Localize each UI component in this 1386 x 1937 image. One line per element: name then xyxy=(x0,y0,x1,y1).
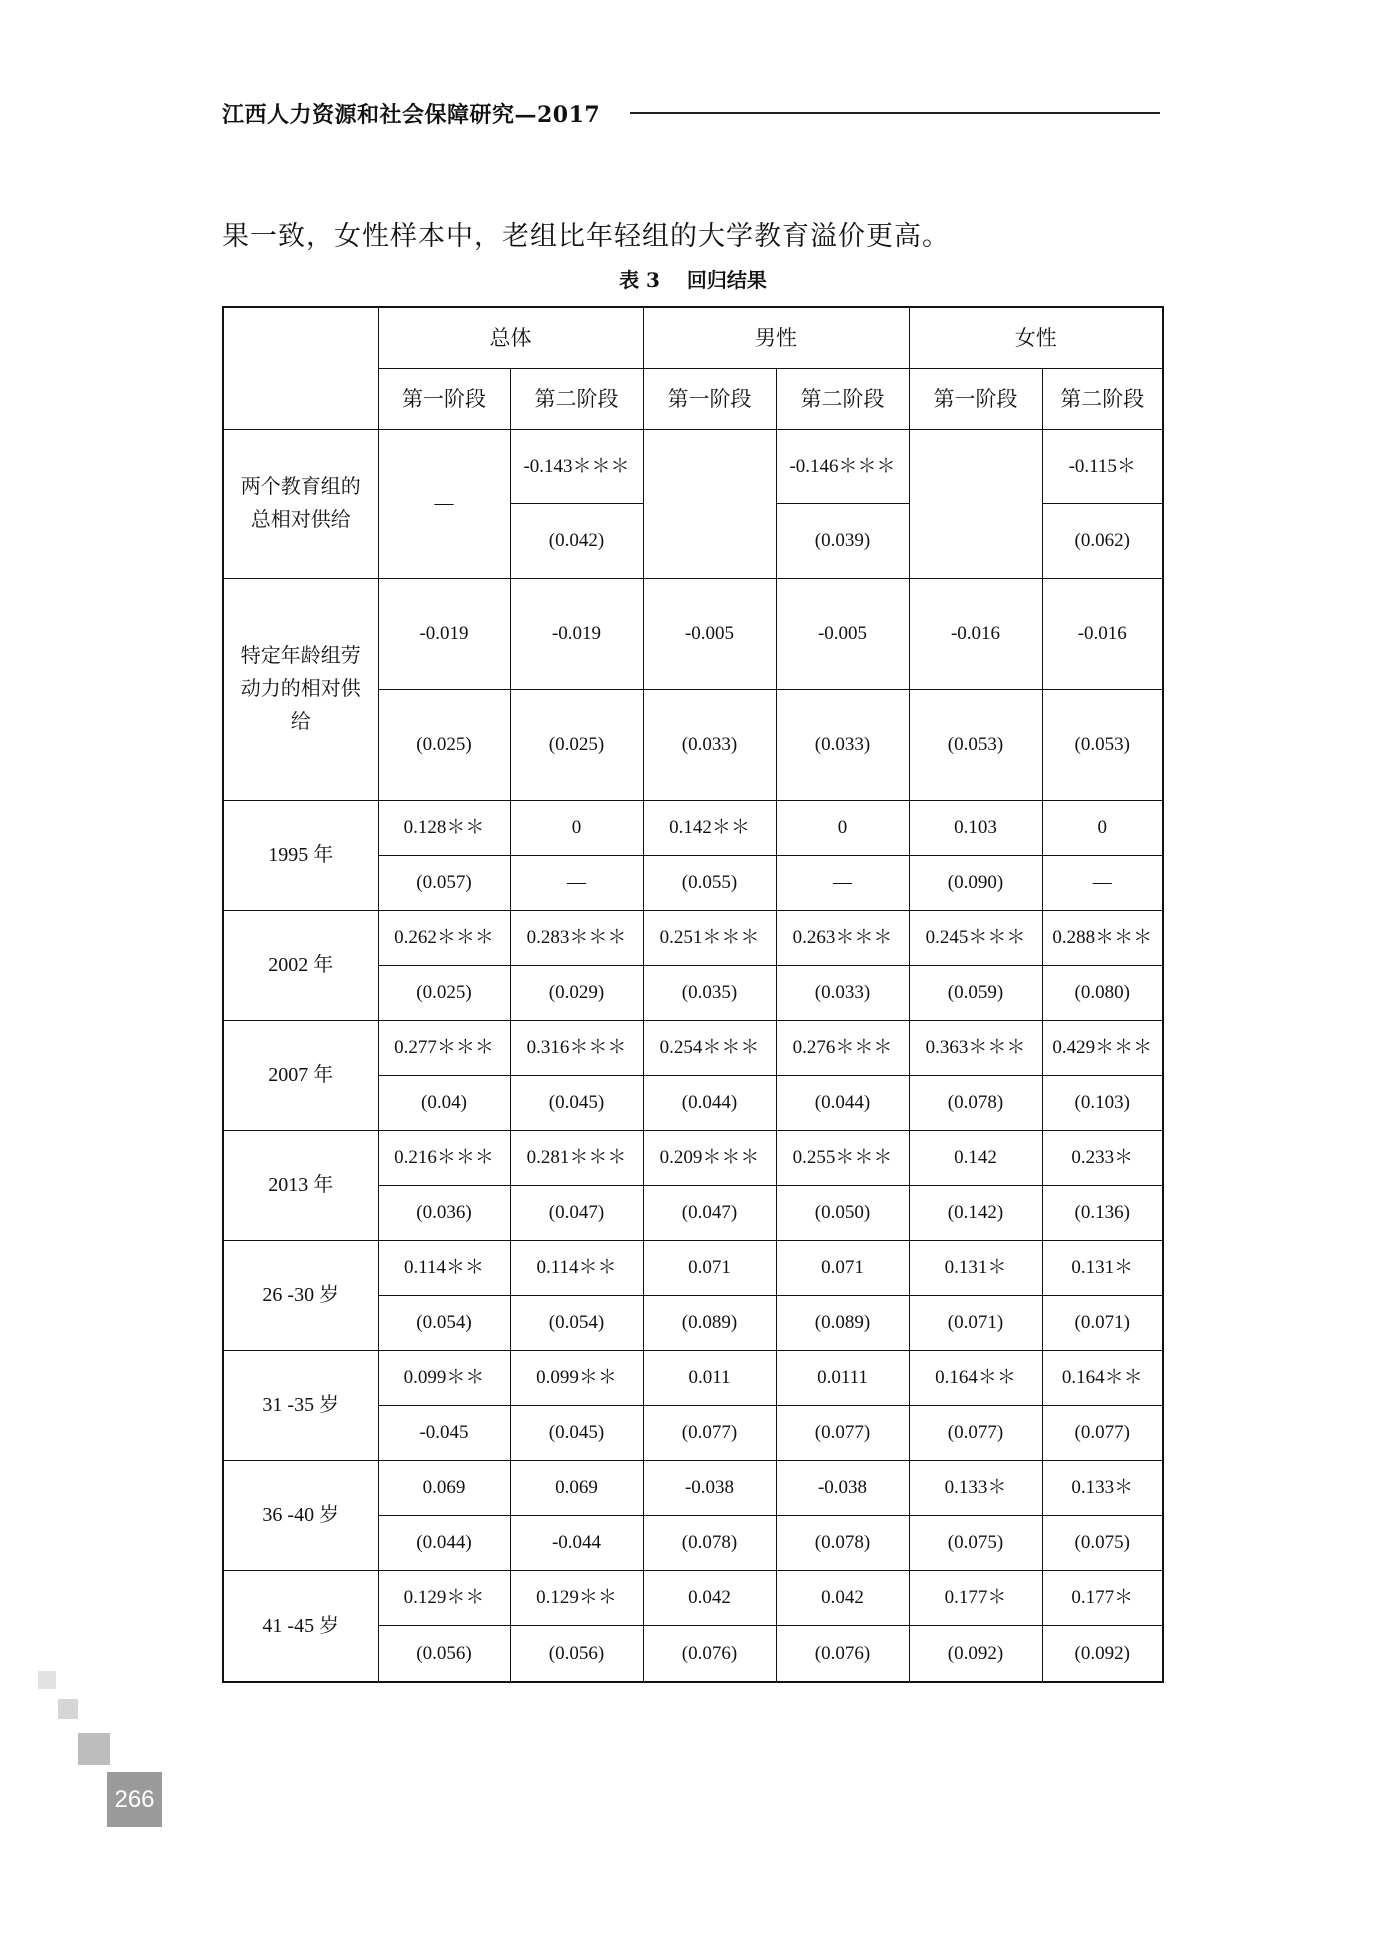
stage-header: 第二阶段 xyxy=(1042,369,1163,430)
body-paragraph: 果一致，女性样本中，老组比年轻组的大学教育溢价更高。 xyxy=(222,221,950,252)
empty-cell xyxy=(909,429,1042,503)
se-cell: (0.04) xyxy=(378,1076,510,1131)
table-row-coef xyxy=(223,1241,1163,1296)
coef-cell: 0.133＊ xyxy=(1042,1461,1163,1516)
coef-cell: 0 xyxy=(510,800,643,855)
se-cell: (0.036) xyxy=(378,1186,510,1241)
coef-cell: 0.071 xyxy=(776,1241,909,1296)
coef-cell: -0.016 xyxy=(909,578,1042,689)
se-cell: (0.080) xyxy=(1042,966,1163,1021)
se-cell: (0.047) xyxy=(643,1186,776,1241)
se-cell: (0.055) xyxy=(643,856,776,911)
coef-cell: 0.283＊＊＊ xyxy=(510,911,643,966)
se-cell: (0.033) xyxy=(643,689,776,800)
coef-cell: 0 xyxy=(776,800,909,855)
coef-cell: 0.216＊＊＊ xyxy=(378,1131,510,1186)
coef-cell: -0.005 xyxy=(776,578,909,689)
stage-header: 第二阶段 xyxy=(776,369,909,430)
table-row-coef xyxy=(223,578,1163,689)
coef-cell: 0.128＊＊ xyxy=(378,800,510,855)
coef-cell: 0.316＊＊＊ xyxy=(510,1021,643,1076)
coef-cell: 0.177＊ xyxy=(909,1571,1042,1626)
coef-cell: -0.016 xyxy=(1042,578,1163,689)
se-cell: — xyxy=(510,856,643,911)
stage-header: 第二阶段 xyxy=(510,369,643,430)
se-cell: -0.045 xyxy=(378,1406,510,1461)
coef-cell: -0.143＊＊＊ xyxy=(510,429,643,503)
row-label: 2013 年 xyxy=(223,1131,378,1241)
se-cell: (0.044) xyxy=(643,1076,776,1131)
empty-cell xyxy=(909,504,1042,578)
coef-cell: 0.209＊＊＊ xyxy=(643,1131,776,1186)
se-cell: (0.078) xyxy=(776,1516,909,1571)
se-cell: (0.035) xyxy=(643,966,776,1021)
coef-cell: 0.103 xyxy=(909,800,1042,855)
group-header-total: 总体 xyxy=(378,307,643,369)
coef-cell: 0.042 xyxy=(643,1571,776,1626)
table-corner-cell xyxy=(223,307,378,429)
coef-cell: 0.114＊＊ xyxy=(510,1241,643,1296)
se-cell: (0.025) xyxy=(378,966,510,1021)
se-cell: (0.071) xyxy=(1042,1296,1163,1351)
coef-cell: 0.131＊ xyxy=(909,1241,1042,1296)
coef-cell: 0.099＊＊ xyxy=(510,1351,643,1406)
table-row-coef xyxy=(223,800,1163,855)
se-cell: (0.053) xyxy=(1042,689,1163,800)
se-cell: (0.077) xyxy=(1042,1406,1163,1461)
decor-square xyxy=(58,1699,78,1719)
coef-cell: -0.146＊＊＊ xyxy=(776,429,909,503)
coef-cell: 0.254＊＊＊ xyxy=(643,1021,776,1076)
table-caption: 表 3 回归结果 xyxy=(619,268,767,292)
coef-cell: — xyxy=(378,429,510,578)
empty-cell xyxy=(643,429,776,578)
coef-cell: 0.276＊＊＊ xyxy=(776,1021,909,1076)
se-cell: (0.062) xyxy=(1042,504,1163,578)
se-cell: (0.056) xyxy=(510,1626,643,1682)
row-label: 2007 年 xyxy=(223,1021,378,1131)
coef-cell: 0.042 xyxy=(776,1571,909,1626)
table-row-coef xyxy=(223,1351,1163,1406)
table-row-coef xyxy=(223,1461,1163,1516)
se-cell: — xyxy=(776,856,909,911)
coef-cell: 0.131＊ xyxy=(1042,1241,1163,1296)
coef-cell: 0.164＊＊ xyxy=(1042,1351,1163,1406)
se-cell: (0.076) xyxy=(643,1626,776,1682)
table-row-coef xyxy=(223,1021,1163,1076)
table-row-coef xyxy=(223,429,1163,503)
se-cell: (0.075) xyxy=(1042,1516,1163,1571)
se-cell: (0.039) xyxy=(776,504,909,578)
se-cell: (0.077) xyxy=(643,1406,776,1461)
se-cell: (0.078) xyxy=(643,1516,776,1571)
se-cell: (0.044) xyxy=(378,1516,510,1571)
coef-cell: 0.255＊＊＊ xyxy=(776,1131,909,1186)
stage-header: 第一阶段 xyxy=(643,369,776,430)
decor-square xyxy=(78,1733,110,1765)
se-cell: (0.059) xyxy=(909,966,1042,1021)
se-cell: (0.103) xyxy=(1042,1076,1163,1131)
coef-cell: 0.114＊＊ xyxy=(378,1241,510,1296)
se-cell: (0.077) xyxy=(776,1406,909,1461)
se-cell: (0.025) xyxy=(510,689,643,800)
table-row-coef xyxy=(223,1131,1163,1186)
se-cell: (0.077) xyxy=(909,1406,1042,1461)
se-cell: (0.142) xyxy=(909,1186,1042,1241)
stage-header: 第一阶段 xyxy=(909,369,1042,430)
se-cell: (0.033) xyxy=(776,966,909,1021)
se-cell: (0.078) xyxy=(909,1076,1042,1131)
se-cell: -0.044 xyxy=(510,1516,643,1571)
coef-cell: -0.038 xyxy=(776,1461,909,1516)
table-row-coef xyxy=(223,1571,1163,1626)
coef-cell: 0.177＊ xyxy=(1042,1571,1163,1626)
coef-cell: 0 xyxy=(1042,800,1163,855)
se-cell: (0.092) xyxy=(1042,1626,1163,1682)
coef-cell: 0.233＊ xyxy=(1042,1131,1163,1186)
coef-cell: 0.363＊＊＊ xyxy=(909,1021,1042,1076)
se-cell: (0.042) xyxy=(510,504,643,578)
row-label: 31 -35 岁 xyxy=(223,1351,378,1461)
regression-results-table xyxy=(222,306,1164,1683)
coef-cell: 0.129＊＊ xyxy=(510,1571,643,1626)
coef-cell: 0.011 xyxy=(643,1351,776,1406)
coef-cell: 0.069 xyxy=(378,1461,510,1516)
coef-cell: 0.142 xyxy=(909,1131,1042,1186)
se-cell: (0.090) xyxy=(909,856,1042,911)
se-cell: — xyxy=(1042,856,1163,911)
se-cell: (0.092) xyxy=(909,1626,1042,1682)
se-cell: (0.029) xyxy=(510,966,643,1021)
se-cell: (0.053) xyxy=(909,689,1042,800)
se-cell: (0.056) xyxy=(378,1626,510,1682)
coef-cell: -0.115＊ xyxy=(1042,429,1163,503)
se-cell: (0.050) xyxy=(776,1186,909,1241)
row-label: 36 -40 岁 xyxy=(223,1461,378,1571)
se-cell: (0.075) xyxy=(909,1516,1042,1571)
coef-cell: 0.133＊ xyxy=(909,1461,1042,1516)
coef-cell: 0.071 xyxy=(643,1241,776,1296)
se-cell: (0.057) xyxy=(378,856,510,911)
coef-cell: 0.251＊＊＊ xyxy=(643,911,776,966)
se-cell: (0.054) xyxy=(510,1296,643,1351)
page-number: 266 xyxy=(107,1772,162,1827)
running-head-title: 江西人力资源和社会保障研究—2017 xyxy=(222,102,601,128)
coef-cell: 0.069 xyxy=(510,1461,643,1516)
se-cell: (0.076) xyxy=(776,1626,909,1682)
coef-cell: -0.038 xyxy=(643,1461,776,1516)
se-cell: (0.089) xyxy=(776,1296,909,1351)
coef-cell: -0.019 xyxy=(510,578,643,689)
coef-cell: 0.099＊＊ xyxy=(378,1351,510,1406)
coef-cell: 0.142＊＊ xyxy=(643,800,776,855)
row-label: 1995 年 xyxy=(223,800,378,910)
table-header-row xyxy=(223,307,1163,369)
stage-header: 第一阶段 xyxy=(378,369,510,430)
se-cell: (0.071) xyxy=(909,1296,1042,1351)
coef-cell: 0.164＊＊ xyxy=(909,1351,1042,1406)
header-rule xyxy=(630,112,1160,114)
se-cell: (0.044) xyxy=(776,1076,909,1131)
se-cell: (0.136) xyxy=(1042,1186,1163,1241)
se-cell: (0.045) xyxy=(510,1406,643,1461)
coef-cell: -0.019 xyxy=(378,578,510,689)
se-cell: (0.033) xyxy=(776,689,909,800)
se-cell: (0.047) xyxy=(510,1186,643,1241)
row-label: 26 -30 岁 xyxy=(223,1241,378,1351)
coef-cell: 0.277＊＊＊ xyxy=(378,1021,510,1076)
coef-cell: 0.245＊＊＊ xyxy=(909,911,1042,966)
row-label: 41 -45 岁 xyxy=(223,1571,378,1682)
se-cell: (0.045) xyxy=(510,1076,643,1131)
coef-cell: 0.281＊＊＊ xyxy=(510,1131,643,1186)
se-cell: (0.054) xyxy=(378,1296,510,1351)
se-cell: (0.025) xyxy=(378,689,510,800)
se-cell: (0.089) xyxy=(643,1296,776,1351)
row-label: 特定年龄组劳动力的相对供给 xyxy=(223,578,378,800)
decor-square xyxy=(38,1671,56,1689)
coef-cell: 0.429＊＊＊ xyxy=(1042,1021,1163,1076)
coef-cell: -0.005 xyxy=(643,578,776,689)
group-header-female: 女性 xyxy=(909,307,1163,369)
coef-cell: 0.262＊＊＊ xyxy=(378,911,510,966)
coef-cell: 0.129＊＊ xyxy=(378,1571,510,1626)
coef-cell: 0.263＊＊＊ xyxy=(776,911,909,966)
table-row-coef xyxy=(223,911,1163,966)
coef-cell: 0.288＊＊＊ xyxy=(1042,911,1163,966)
group-header-male: 男性 xyxy=(643,307,909,369)
row-label: 两个教育组的总相对供给 xyxy=(223,429,378,578)
row-label: 2002 年 xyxy=(223,911,378,1021)
coef-cell: 0.0111 xyxy=(776,1351,909,1406)
